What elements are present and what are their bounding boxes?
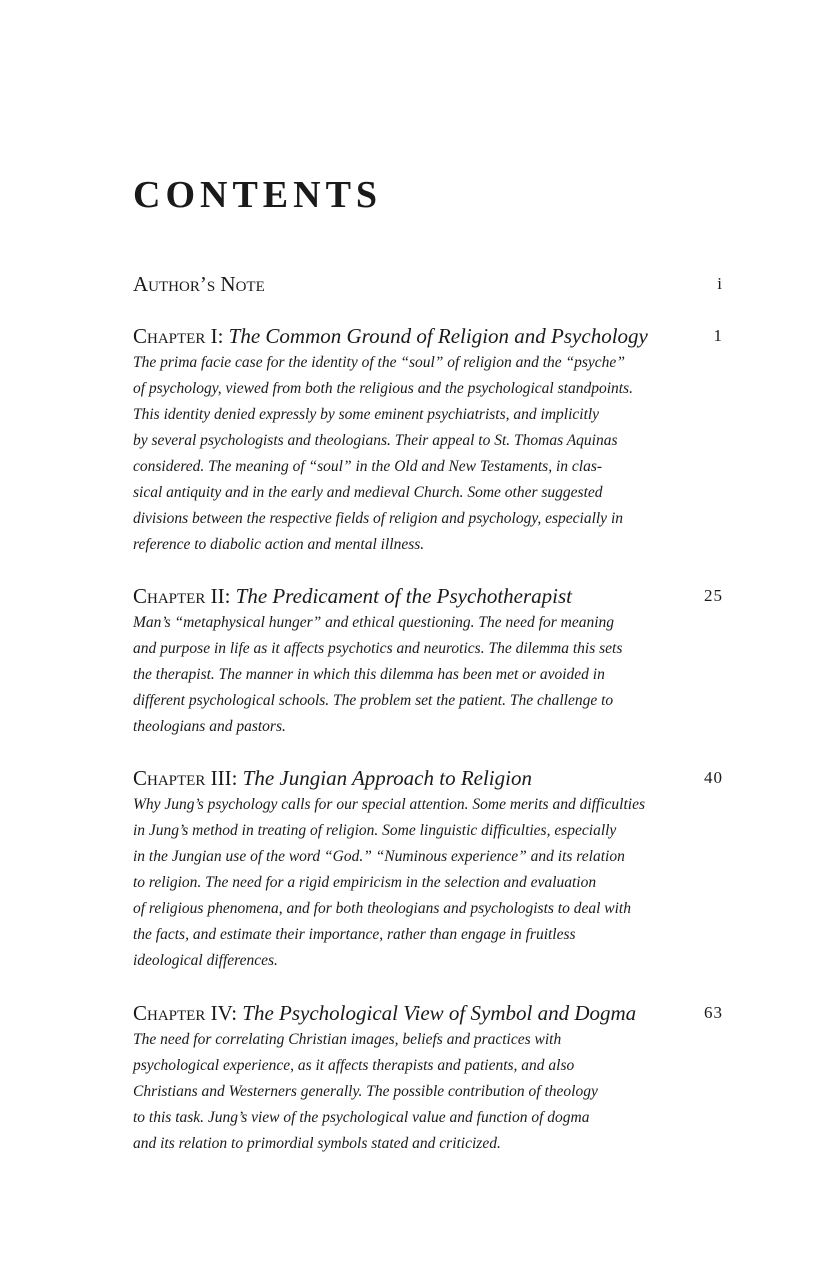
toc-page-number: 1 [713,326,723,345]
toc-entry-title-row [133,764,723,792]
toc-entry-chapter-3[interactable] [133,764,723,974]
toc-entry-title-row [133,999,723,1027]
summary-line: different psychological schools. The problem set the patient. The challenge to [133,692,614,709]
summary-line: psychological experience, as it affects therapists and patients, and also [133,1057,575,1074]
summary-line: the therapist. The manner in which this dilemma has been met or avoided in [133,666,605,683]
summary-line: the facts, and estimate their importance, rather than engage in fruitless [133,926,576,943]
summary-line: to religion. The need for a rigid empiricism in the selection and evaluation [133,874,597,891]
summary-line: theologians and pastors. [133,718,286,735]
summary-line: The prima facie case for the identity of the “soul” of religion and the “psyche” [133,354,625,371]
toc-entry-title-row [133,322,723,350]
summary-line: This identity denied expressly by some eminent psychiatrists, and implicitly [133,406,600,423]
toc-entry-summary [133,1027,678,1157]
toc-entry-title: The Psychological View of Symbol and Dogma [242,1001,637,1025]
toc-entry-authors-note[interactable] [133,270,723,298]
toc-entry-summary [133,350,678,558]
toc-entry-label: Chapter III: [133,766,243,790]
toc-entry-title: The Predicament of the Psychotherapist [235,584,572,608]
toc-entry-chapter-1[interactable] [133,322,723,558]
summary-line: and its relation to primordial symbols stated and criticized. [133,1135,501,1152]
toc-entry-label: Chapter I: [133,324,229,348]
toc-entry-chapter-4[interactable] [133,999,723,1157]
summary-line: in the Jungian use of the word “God.” “Numinous experience” and its relation [133,848,625,865]
summary-line: of religious phenomena, and for both theologians and psychologists to deal with [133,900,631,917]
toc-entry-title-row [133,270,723,298]
toc-entry-title: The Jungian Approach to Religion [242,766,532,790]
summary-line: Christians and Westerners generally. The possible contribution of theology [133,1083,598,1100]
summary-line: by several psychologists and theologians. Their appeal to St. Thomas Aquinas [133,432,618,449]
summary-line: reference to diabolic action and mental illness. [133,536,425,553]
summary-line: sical antiquity and in the early and medieval Church. Some other suggested [133,484,603,501]
summary-line: ideological differences. [133,952,278,969]
toc-page-number: 63 [704,1003,723,1022]
toc-entry-summary [133,792,678,974]
toc-entry-label: Chapter II: [133,584,236,608]
toc-entry-title-row [133,582,723,610]
summary-line: considered. The meaning of “soul” in the Old and New Testaments, in clas- [133,458,603,475]
toc-entry-label: Chapter IV: [133,1001,243,1025]
toc-entry-title: The Common Ground of Religion and Psychology [228,324,648,348]
toc-page-number: i [717,274,723,293]
summary-line: of psychology, viewed from both the religious and the psychological standpoints. [133,380,633,397]
toc-entry-chapter-2[interactable] [133,582,723,740]
summary-line: and purpose in life as it affects psychotics and neurotics. The dilemma this sets [133,640,623,657]
summary-line: Man’s “metaphysical hunger” and ethical questioning. The need for meaning [133,614,615,631]
summary-line: Why Jung’s psychology calls for our special attention. Some merits and difficulties [133,796,646,813]
summary-line: The need for correlating Christian images, beliefs and practices with [133,1031,562,1048]
toc-entry-label: Author’s Note [133,272,265,296]
toc-entry-summary [133,610,678,740]
summary-line: divisions between the respective fields of religion and psychology, especially in [133,510,623,527]
summary-line: in Jung’s method in treating of religion. Some linguistic difficulties, especially [133,822,617,839]
contents-heading: CONTENTS [133,174,383,216]
toc-page-number: 40 [704,768,723,787]
toc-page-number: 25 [704,586,723,605]
summary-line: to this task. Jung’s view of the psychological value and function of dogma [133,1109,590,1126]
